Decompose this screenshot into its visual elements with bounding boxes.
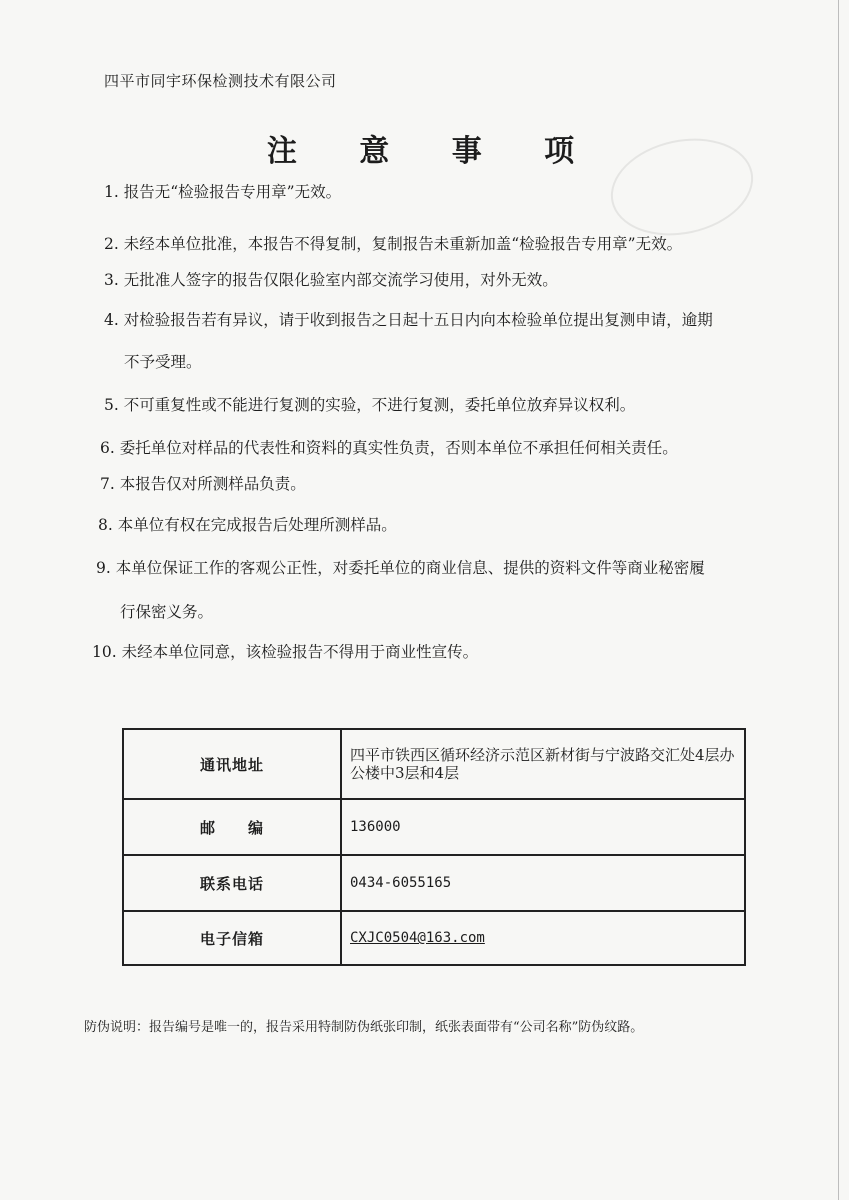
notice-number: 5. (104, 396, 119, 414)
notice-number: 2. (104, 235, 119, 253)
notice-item-9 (96, 561, 705, 577)
notice-item-2 (104, 237, 682, 253)
contact-row-phone (123, 855, 745, 911)
contact-row-email (123, 911, 745, 965)
notice-item-4 (104, 313, 713, 329)
notice-number: 4. (104, 311, 119, 329)
notice-number: 6. (100, 439, 115, 457)
page-title: 注 意 事 项 (266, 134, 601, 169)
phone-value: 0434-6055165 (341, 855, 745, 911)
notice-text: 本报告仅对所测样品负责。 (119, 475, 306, 493)
notice-item-9-continuation: 行保密义务。 (120, 603, 214, 621)
notice-text: 报告无“检验报告专用章”无效。 (123, 183, 342, 201)
email-label: 电子信箱 (123, 911, 341, 965)
contact-row-postcode (123, 799, 745, 855)
notice-item-4-continuation: 不予受理。 (124, 353, 202, 371)
notice-number: 8. (98, 516, 113, 534)
postcode-value: 136000 (341, 799, 745, 855)
address-label: 通讯地址 (123, 729, 341, 799)
notice-text: 不可重复性或不能进行复测的实验，不进行复测，委托单位放弃异议权利。 (123, 396, 636, 414)
notice-number: 3. (104, 271, 119, 289)
notice-item-6 (100, 441, 678, 457)
notice-item-7 (100, 477, 306, 493)
anti-counterfeit-note: 防伪说明：报告编号是唯一的，报告采用特制防伪纸张印制，纸张表面带有“公司名称”防伪纹路。 (84, 1020, 644, 1035)
notice-text: 未经本单位批准，本报告不得复制，复制报告未重新加盖“检验报告专用章”无效。 (123, 235, 683, 253)
notice-item-5 (104, 398, 635, 414)
company-name: 四平市同宇环保检测技术有限公司 (104, 72, 337, 90)
postcode-label: 邮 编 (123, 799, 341, 855)
notice-text: 本单位有权在完成报告后处理所测样品。 (117, 516, 397, 534)
notice-number: 9. (96, 559, 111, 577)
address-value: 四平市铁西区循环经济示范区新材街与宁波路交汇处4层办公楼中3层和4层 (341, 729, 745, 799)
notice-text: 无批准人签字的报告仅限化验室内部交流学习使用，对外无效。 (123, 271, 558, 289)
phone-label: 联系电话 (123, 855, 341, 911)
email-cell (341, 911, 745, 965)
notice-text: 委托单位对样品的代表性和资料的真实性负责，否则本单位不承担任何相关责任。 (119, 439, 678, 457)
contact-row-address (123, 729, 745, 799)
notice-number: 10. (92, 643, 117, 661)
notice-text: 对检验报告若有异议，请于收到报告之日起十五日内向本检验单位提出复测申请，逾期 (123, 311, 713, 329)
notice-number: 7. (100, 475, 115, 493)
email-link[interactable]: CXJC0504@163.com (350, 930, 485, 946)
notice-item-1 (104, 185, 341, 201)
notice-text: 未经本单位同意，该检验报告不得用于商业性宣传。 (121, 643, 479, 661)
notice-item-8 (98, 518, 397, 534)
notice-text: 本单位保证工作的客观公正性，对委托单位的商业信息、提供的资料文件等商业秘密履 (115, 559, 705, 577)
page-edge-line (838, 0, 839, 1200)
notice-number: 1. (104, 183, 119, 201)
notice-item-10 (92, 645, 478, 661)
notice-item-3 (104, 273, 558, 289)
contact-table (122, 728, 746, 966)
